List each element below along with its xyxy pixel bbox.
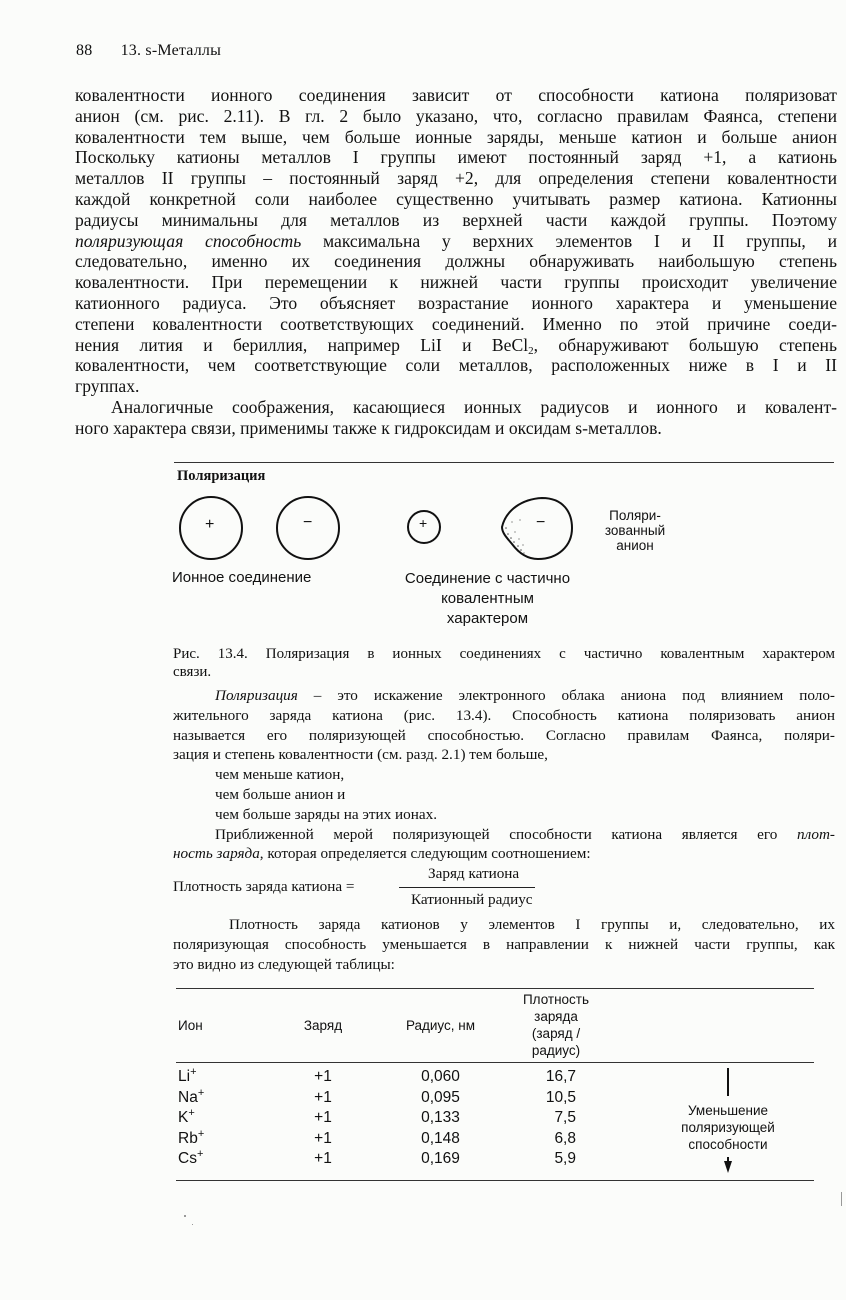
table-header-row bbox=[176, 989, 814, 1061]
text-line bbox=[75, 231, 837, 252]
text-line: металлов II группы – постоянный заряд +2, для определения степени ковалентности bbox=[75, 168, 837, 189]
text-line: Аналогичные соображения, касающиеся ионных радиусов и ионного и ковалент- bbox=[111, 396, 837, 417]
formula-lhs: Плотность заряда катиона = bbox=[173, 878, 355, 895]
running-header bbox=[76, 42, 221, 60]
cell-charge: +1 bbox=[314, 1068, 332, 1085]
cell-ion bbox=[176, 1108, 273, 1129]
emphasis-term: плот- bbox=[796, 825, 835, 843]
text-line: зация и степень ковалентности (см. разд. 2.1) тем больше, bbox=[173, 746, 548, 764]
cell-density: 16,7 bbox=[545, 1068, 576, 1085]
text-line: поляризующая способность уменьшается в направлении к нижней части группы, как bbox=[173, 935, 835, 953]
text-line bbox=[173, 825, 835, 845]
chapter-title: 13. s-Металлы bbox=[120, 42, 222, 59]
text-line: ного характера связи, применимы также к гидроксидам и оксидам s-металлов. bbox=[75, 417, 662, 438]
text-line: каждой конкретной соли наиболее существенно учитывать размер катиона. Катионны bbox=[75, 188, 837, 209]
label-line: Соединение с частично bbox=[404, 570, 571, 587]
cell-density: 6,8 bbox=[554, 1129, 576, 1147]
header-trend bbox=[604, 989, 814, 1061]
header-line: заряда bbox=[534, 1009, 578, 1024]
cell-radius: 0,060 bbox=[421, 1068, 460, 1085]
ion-symbol: Li bbox=[178, 1068, 191, 1085]
emphasis-term: поляризующая способность bbox=[75, 230, 302, 251]
polarization-diagram bbox=[170, 490, 590, 570]
fraction-bar bbox=[399, 887, 535, 888]
cell-ion bbox=[176, 1088, 273, 1109]
cell-density: 7,5 bbox=[554, 1109, 576, 1126]
text-fragment: Приближенной мерой поляризующей способности катиона является его bbox=[215, 825, 797, 843]
cell-density: 10,5 bbox=[545, 1088, 576, 1106]
cell-charge: +1 bbox=[314, 1150, 332, 1167]
text-line: Плотность заряда катионов у элементов I группы и, следовательно, их bbox=[229, 916, 835, 933]
paragraph-charge-density bbox=[173, 915, 835, 974]
trend-label-line: поляризующей bbox=[681, 1120, 775, 1135]
text-line: это видно из следующей таблицы: bbox=[173, 955, 395, 973]
list-item: чем больше анион и bbox=[215, 785, 346, 803]
table-bottom-rule bbox=[176, 1180, 814, 1181]
label-line: ковалентным bbox=[441, 590, 534, 607]
ionic-anion-sign: − bbox=[303, 514, 313, 531]
cell-ion bbox=[176, 1149, 273, 1170]
cell-radius: 0,148 bbox=[421, 1129, 460, 1147]
emphasis-term: ность заряда bbox=[173, 845, 260, 863]
ion-charge-sup: + bbox=[197, 1127, 205, 1140]
header-line: Плотность bbox=[522, 992, 590, 1007]
emphasis-term: Поляризация bbox=[215, 687, 298, 704]
charge-density-formula bbox=[173, 865, 593, 911]
label-line: анион bbox=[616, 538, 654, 553]
text-line bbox=[173, 844, 835, 864]
paragraph-covalency bbox=[75, 85, 837, 439]
text-line bbox=[75, 335, 837, 356]
text-fragment: максимальна у верхних элементов I и II группы, и bbox=[301, 230, 837, 251]
header-radius: Радиус, нм bbox=[405, 1017, 476, 1033]
caption-line: Рис. 13.4. Поляризация в ионных соединениях с частично ковалентным характером bbox=[173, 646, 835, 662]
text-line: степени ковалентности соответствующих соединений. Именно по этой причине соеди- bbox=[75, 313, 837, 334]
text-line: катионного радиуса. Это объясняет возрастание ионного характера и уменьшение bbox=[75, 292, 837, 313]
trend-line-icon bbox=[727, 1068, 729, 1096]
cell-radius: 0,095 bbox=[421, 1088, 460, 1106]
ion-symbol: Cs bbox=[178, 1150, 197, 1167]
list-item: чем больше заряды на этих ионах. bbox=[215, 805, 438, 823]
ionic-cation-sign: + bbox=[205, 516, 215, 533]
ion-charge-sup: + bbox=[196, 1148, 204, 1160]
cell-charge: +1 bbox=[314, 1088, 332, 1106]
text-line: жительного заряда катиона (рис. 13.4). Способность катиона поляризовать анион bbox=[173, 706, 835, 724]
header-charge: Заряд bbox=[303, 1017, 343, 1033]
down-arrow-icon bbox=[724, 1161, 732, 1173]
covalent-compound-label bbox=[385, 569, 590, 629]
cell-charge: +1 bbox=[314, 1129, 332, 1147]
text-line: радиусы минимальны для металлов из верхней части каждой группы. Поэтому bbox=[75, 209, 837, 230]
cell-radius: 0,133 bbox=[421, 1109, 460, 1126]
text-line: ковалентности, чем соответствующие соли металлов, расположенных ниже в I и II bbox=[75, 355, 837, 376]
ion-charge-sup: + bbox=[188, 1107, 195, 1119]
text-line: ковалентности. При перемещении к нижней части группы происходит увеличение bbox=[75, 272, 837, 293]
text-line bbox=[173, 686, 835, 706]
trend-label-line: способности bbox=[688, 1137, 768, 1152]
label-line: зованный bbox=[604, 523, 666, 538]
figure-caption bbox=[173, 645, 835, 681]
text-line: ковалентности тем выше, чем больше ионные заряды, меньше катион и больше анион bbox=[75, 126, 837, 147]
text-line: Поскольку катионы металлов I группы имеют постоянный заряд +1, а катионь bbox=[75, 147, 837, 168]
figure-title: Поляризация bbox=[177, 468, 266, 484]
list-item: чем меньше катион, bbox=[215, 766, 345, 784]
text-line: следовательно, именно их соединения должны обнаруживать наибольшую степень bbox=[75, 251, 837, 272]
label-line: характером bbox=[446, 610, 529, 627]
trend-annotation bbox=[664, 1068, 792, 1173]
scan-speck bbox=[184, 1215, 186, 1217]
text-line: группах. bbox=[75, 376, 140, 397]
scan-speck bbox=[192, 1224, 193, 1225]
paragraph-polarization bbox=[173, 686, 835, 864]
cell-ion bbox=[176, 1129, 273, 1150]
cell-radius: 0,169 bbox=[421, 1150, 460, 1167]
text-line: называется его поляризующей способностью. Согласно правилам Фаянса, поляри- bbox=[173, 726, 835, 744]
ionic-compound-label: Ионное соединение bbox=[172, 569, 312, 586]
formula-denominator: Катионный радиус bbox=[411, 891, 533, 908]
header-density bbox=[508, 989, 604, 1061]
ion-charge-sup: + bbox=[197, 1086, 205, 1099]
formula-numerator: Заряд катиона bbox=[428, 865, 520, 882]
covalent-anion-sign: − bbox=[536, 514, 546, 531]
text-line: ковалентности ионного соединения зависит от способности катиона поляризоват bbox=[75, 85, 837, 105]
header-ion: Ион bbox=[178, 1017, 203, 1033]
ion-symbol: K bbox=[178, 1109, 189, 1126]
label-line: Поляри- bbox=[609, 508, 661, 523]
cell-density: 5,9 bbox=[554, 1150, 576, 1167]
text-fragment: , которая определяется следующим соотношением: bbox=[259, 845, 591, 863]
cell-charge: +1 bbox=[314, 1109, 332, 1126]
scan-speck bbox=[841, 1192, 842, 1206]
page-number: 88 bbox=[76, 42, 93, 59]
polarized-anion-label bbox=[595, 508, 675, 553]
text-fragment: – это искажение электронного облака аниона под влиянием поло- bbox=[297, 687, 835, 704]
ion-symbol: Na bbox=[178, 1088, 198, 1106]
caption-line: связи. bbox=[173, 664, 212, 680]
text-fragment: , обнаруживают большую степень bbox=[533, 334, 837, 355]
header-line: (заряд / радиус) bbox=[531, 1026, 581, 1058]
ion-charge-sup: + bbox=[190, 1066, 197, 1078]
text-line: анион (см. рис. 2.11). В гл. 2 было указано, что, согласно правилам Фаянса, степени bbox=[75, 105, 837, 126]
figure-top-rule bbox=[174, 462, 834, 463]
ion-symbol: Rb bbox=[178, 1129, 198, 1147]
covalent-cation-sign: + bbox=[419, 515, 428, 531]
trend-label-line: Уменьшение bbox=[687, 1103, 769, 1118]
cell-ion bbox=[176, 1067, 273, 1088]
text-fragment: нения лития и бериллия, например LiI и BeCl bbox=[75, 334, 529, 355]
subscript: 2 bbox=[528, 344, 534, 356]
